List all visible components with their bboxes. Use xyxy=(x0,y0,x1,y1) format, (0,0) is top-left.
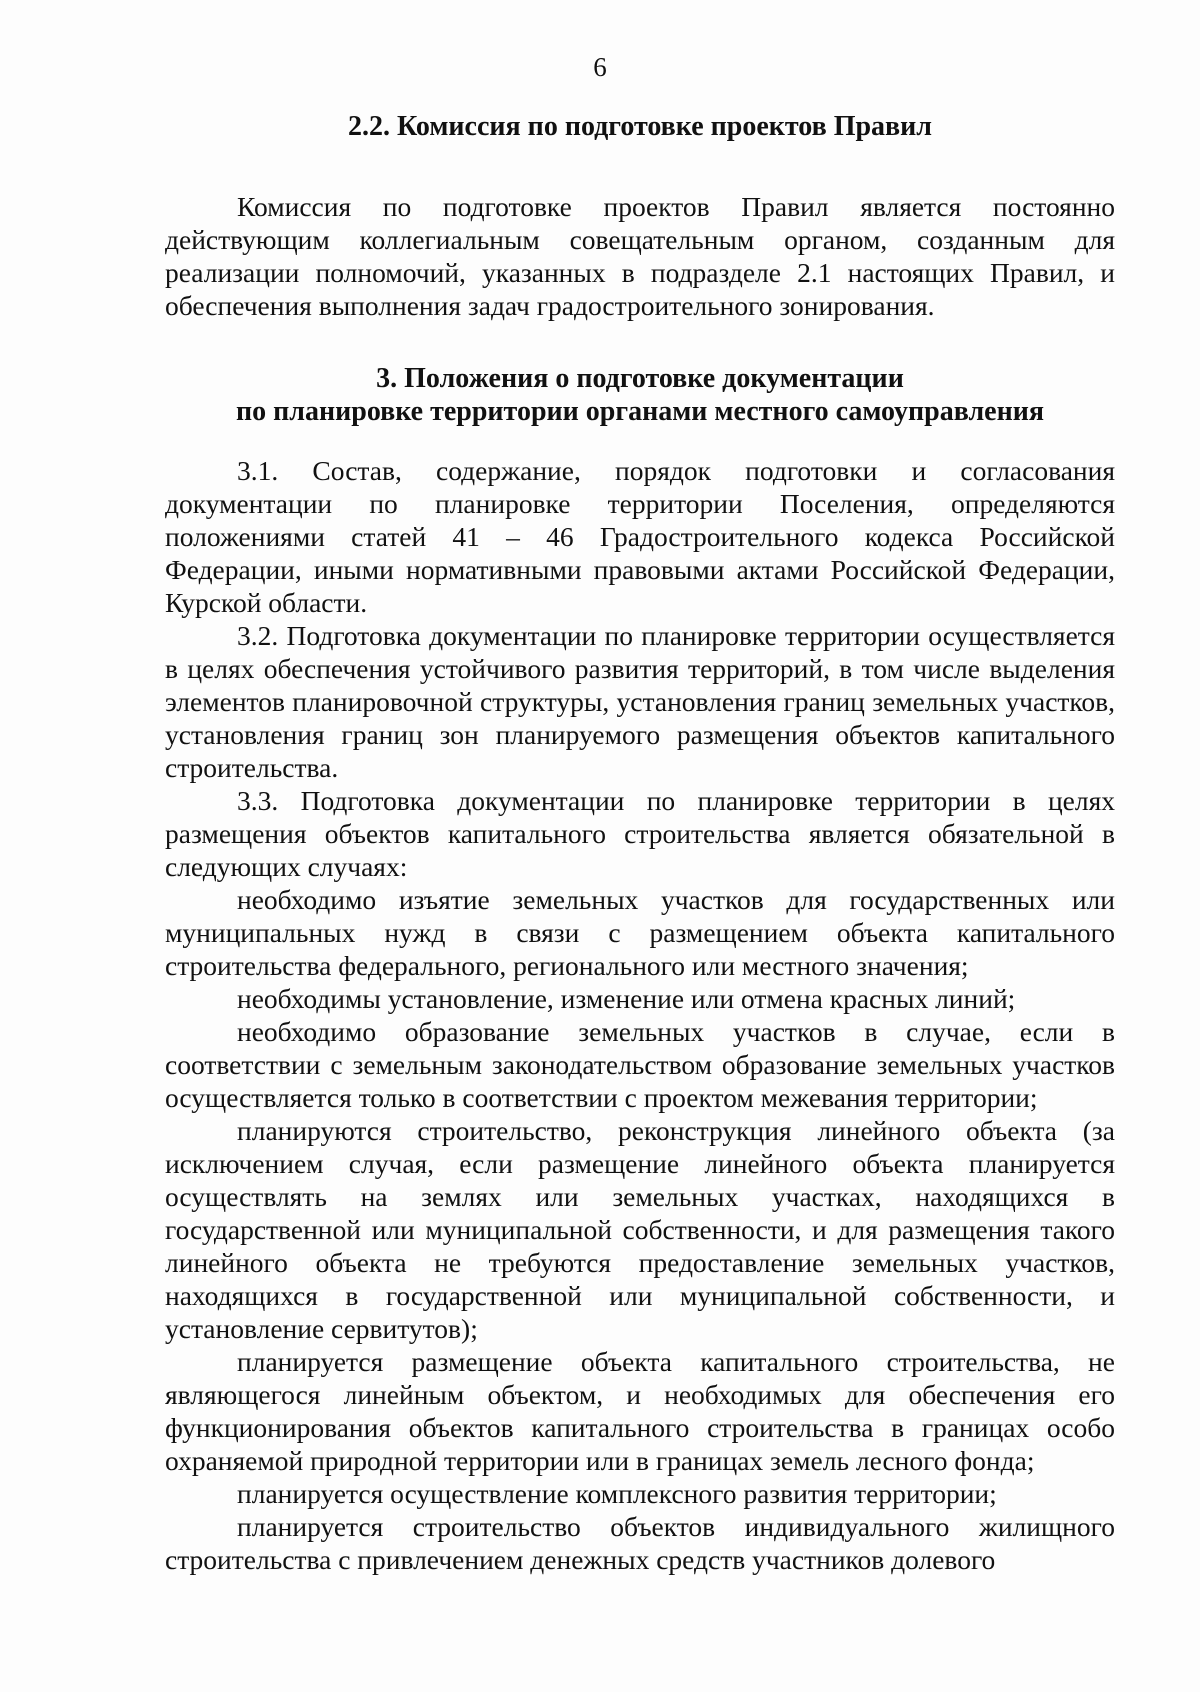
case-item: планируется осуществление комплексного развития территории; xyxy=(237,1478,997,1509)
section-3-title xyxy=(165,362,1115,428)
paragraph-3-1: 3.1. Состав, содержание, порядок подготовки и согласования документации по планировке территории Поселения, определяются положениями статей 41 – 46 Градостроительного кодекса Российской Федерации, иными нормативными правовыми актами Российской Федерации, Курской области. xyxy=(165,455,1115,618)
document-body xyxy=(165,110,1115,1576)
case-item: необходимо изъятие земельных участков для государственных или муниципальных нужд в связи с размещением объекта капитального строительства федерального, регионального или местного значения; xyxy=(165,884,1115,981)
section-2-2-title: 2.2. Комиссия по подготовке проектов Правил xyxy=(347,111,933,142)
section-3-title-line1: 3. Положения о подготовке документации xyxy=(376,363,904,394)
case-item: планируется размещение объекта капитального строительства, не являющегося линейным объектом, и необходимых для обеспечения его функционирования объектов капитального строительства в границах особо охраняемой природной территории или в границах земель лесного фонда; xyxy=(165,1346,1115,1476)
case-item: необходимы установление, изменение или отмена красных линий; xyxy=(237,983,1016,1014)
paragraph-3-2: 3.2. Подготовка документации по планировке территории осуществляется в целях обеспечения устойчивого развития территорий, в том числе выделения элементов планировочной структуры, установления границ земельных участков, установления границ зон планируемого размещения объектов капитального строительства. xyxy=(165,620,1115,783)
case-item: необходимо образование земельных участков в случае, если в соответствии с земельным законодательством образование земельных участков осуществляется только в соответствии с проектом межевания территории; xyxy=(165,1016,1115,1113)
case-item: планируются строительство, реконструкция линейного объекта (за исключением случая, если размещение линейного объекта планируется осуществлять на землях или земельных участках, находящихся в государственной или муниципальной собственности, и для размещения такого линейного объекта не требуются предоставление земельных участков, находящихся в государственной или муниципальной собственности, и установление сервитутов); xyxy=(165,1115,1115,1344)
page-number: 6 xyxy=(593,52,607,82)
section-2-2-paragraph: Комиссия по подготовке проектов Правил является постоянно действующим коллегиальным совещательным органом, созданным для реализации полномочий, указанных в подразделе 2.1 настоящих Правил, и обеспечения выполнения задач градостроительного зонирования. xyxy=(165,191,1115,321)
paragraph-3-3: 3.3. Подготовка документации по планировке территории в целях размещения объектов капитального строительства является обязательной в следующих случаях: xyxy=(165,785,1115,882)
case-item: планируется строительство объектов индивидуального жилищного строительства с привлечением денежных средств участников долевого xyxy=(165,1511,1115,1575)
section-3-title-line2: по планировке территории органами местного самоуправления xyxy=(236,396,1044,427)
